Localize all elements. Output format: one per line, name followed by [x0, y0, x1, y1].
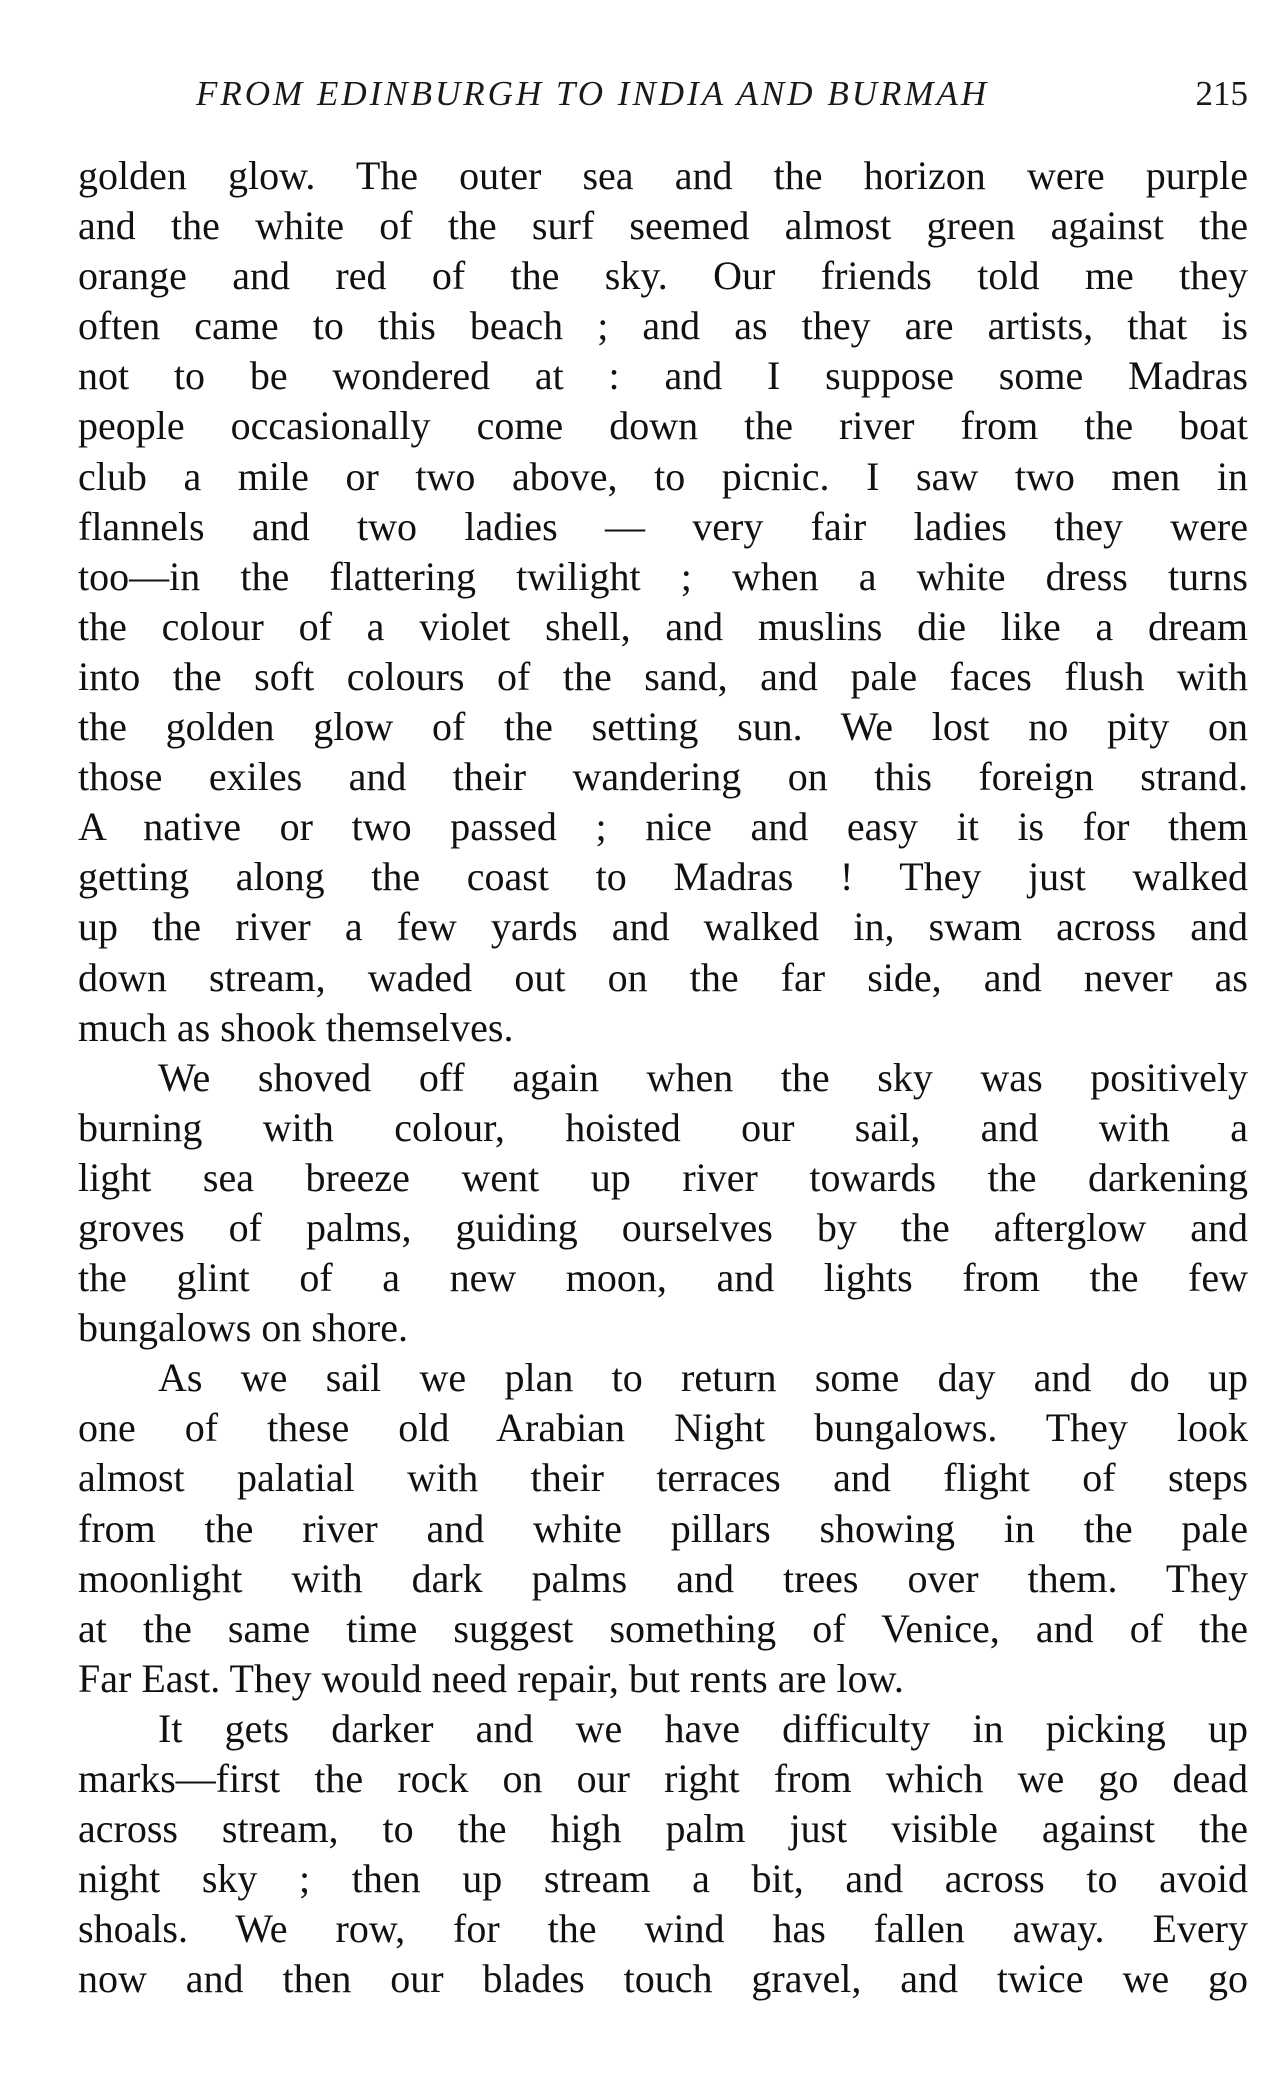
text-line: light sea breeze went up river towards the darkening	[78, 1154, 1248, 1200]
text-line: burning with colour, hoisted our sail, and with a	[78, 1104, 1248, 1150]
text-line: much as shook themselves.	[78, 1004, 514, 1050]
text-line: those exiles and their wandering on this foreign strand.	[78, 754, 1248, 800]
body-text	[78, 151, 1248, 2004]
text-line: up the river a few yards and walked in, swam across and	[78, 904, 1248, 950]
text-line: at the same time suggest something of Venice, and of the	[78, 1605, 1248, 1651]
text-line: golden glow. The outer sea and the horizon were purple	[78, 153, 1248, 198]
text-line: from the river and white pillars showing in the pale	[78, 1505, 1248, 1551]
text-line: often came to this beach ; and as they are artists, that is	[78, 303, 1248, 349]
text-line: shoals. We row, for the wind has fallen away. Every	[78, 1906, 1248, 1952]
text-line: As we sail we plan to return some day and do up	[158, 1355, 1248, 1401]
running-title: FROM EDINBURGH TO INDIA AND BURMAH	[196, 74, 990, 113]
text-line: Far East. They would need repair, but rents are low.	[78, 1655, 904, 1701]
text-line: the golden glow of the setting sun. We lost no pity on	[78, 704, 1248, 750]
text-line: and the white of the surf seemed almost green against the	[78, 203, 1248, 249]
text-line: A native or two passed ; nice and easy it is for them	[78, 804, 1248, 850]
text-line: the glint of a new moon, and lights from the few	[78, 1255, 1248, 1301]
text-line: into the soft colours of the sand, and pale faces flush with	[78, 653, 1248, 699]
text-line: almost palatial with their terraces and flight of steps	[78, 1455, 1248, 1501]
text-line: people occasionally come down the river from the boat	[78, 403, 1248, 449]
text-line: the colour of a violet shell, and muslins die like a dream	[78, 603, 1248, 649]
text-line: moonlight with dark palms and trees over them. They	[78, 1555, 1248, 1601]
text-line: It gets darker and we have difficulty in picking up	[158, 1705, 1248, 1751]
text-line: club a mile or two above, to picnic. I saw two men in	[78, 453, 1248, 499]
text-line: now and then our blades touch gravel, and twice we go	[78, 1956, 1248, 2002]
text-line: groves of palms, guiding ourselves by the afterglow and	[78, 1204, 1248, 1250]
text-line: one of these old Arabian Night bungalows. They look	[78, 1405, 1248, 1451]
page-number: 215	[1195, 74, 1248, 113]
text-line: getting along the coast to Madras ! They just walked	[78, 854, 1248, 900]
text-line: down stream, waded out on the far side, and never as	[78, 954, 1248, 1000]
running-head	[76, 64, 1248, 124]
text-line: marks—first the rock on our right from which we go dead	[78, 1756, 1248, 1801]
text-line: night sky ; then up stream a bit, and across to avoid	[78, 1856, 1248, 1902]
text-line: across stream, to the high palm just visible against the	[78, 1806, 1248, 1852]
text-line: bungalows on shore.	[78, 1305, 408, 1351]
text-line: flannels and two ladies — very fair ladies they were	[78, 503, 1248, 549]
text-line: We shoved off again when the sky was positively	[158, 1054, 1248, 1100]
text-line: orange and red of the sky. Our friends told me they	[78, 253, 1248, 299]
text-line: not to be wondered at : and I suppose some Madras	[78, 353, 1248, 399]
text-line: too—in the flattering twilight ; when a white dress turns	[78, 553, 1248, 599]
